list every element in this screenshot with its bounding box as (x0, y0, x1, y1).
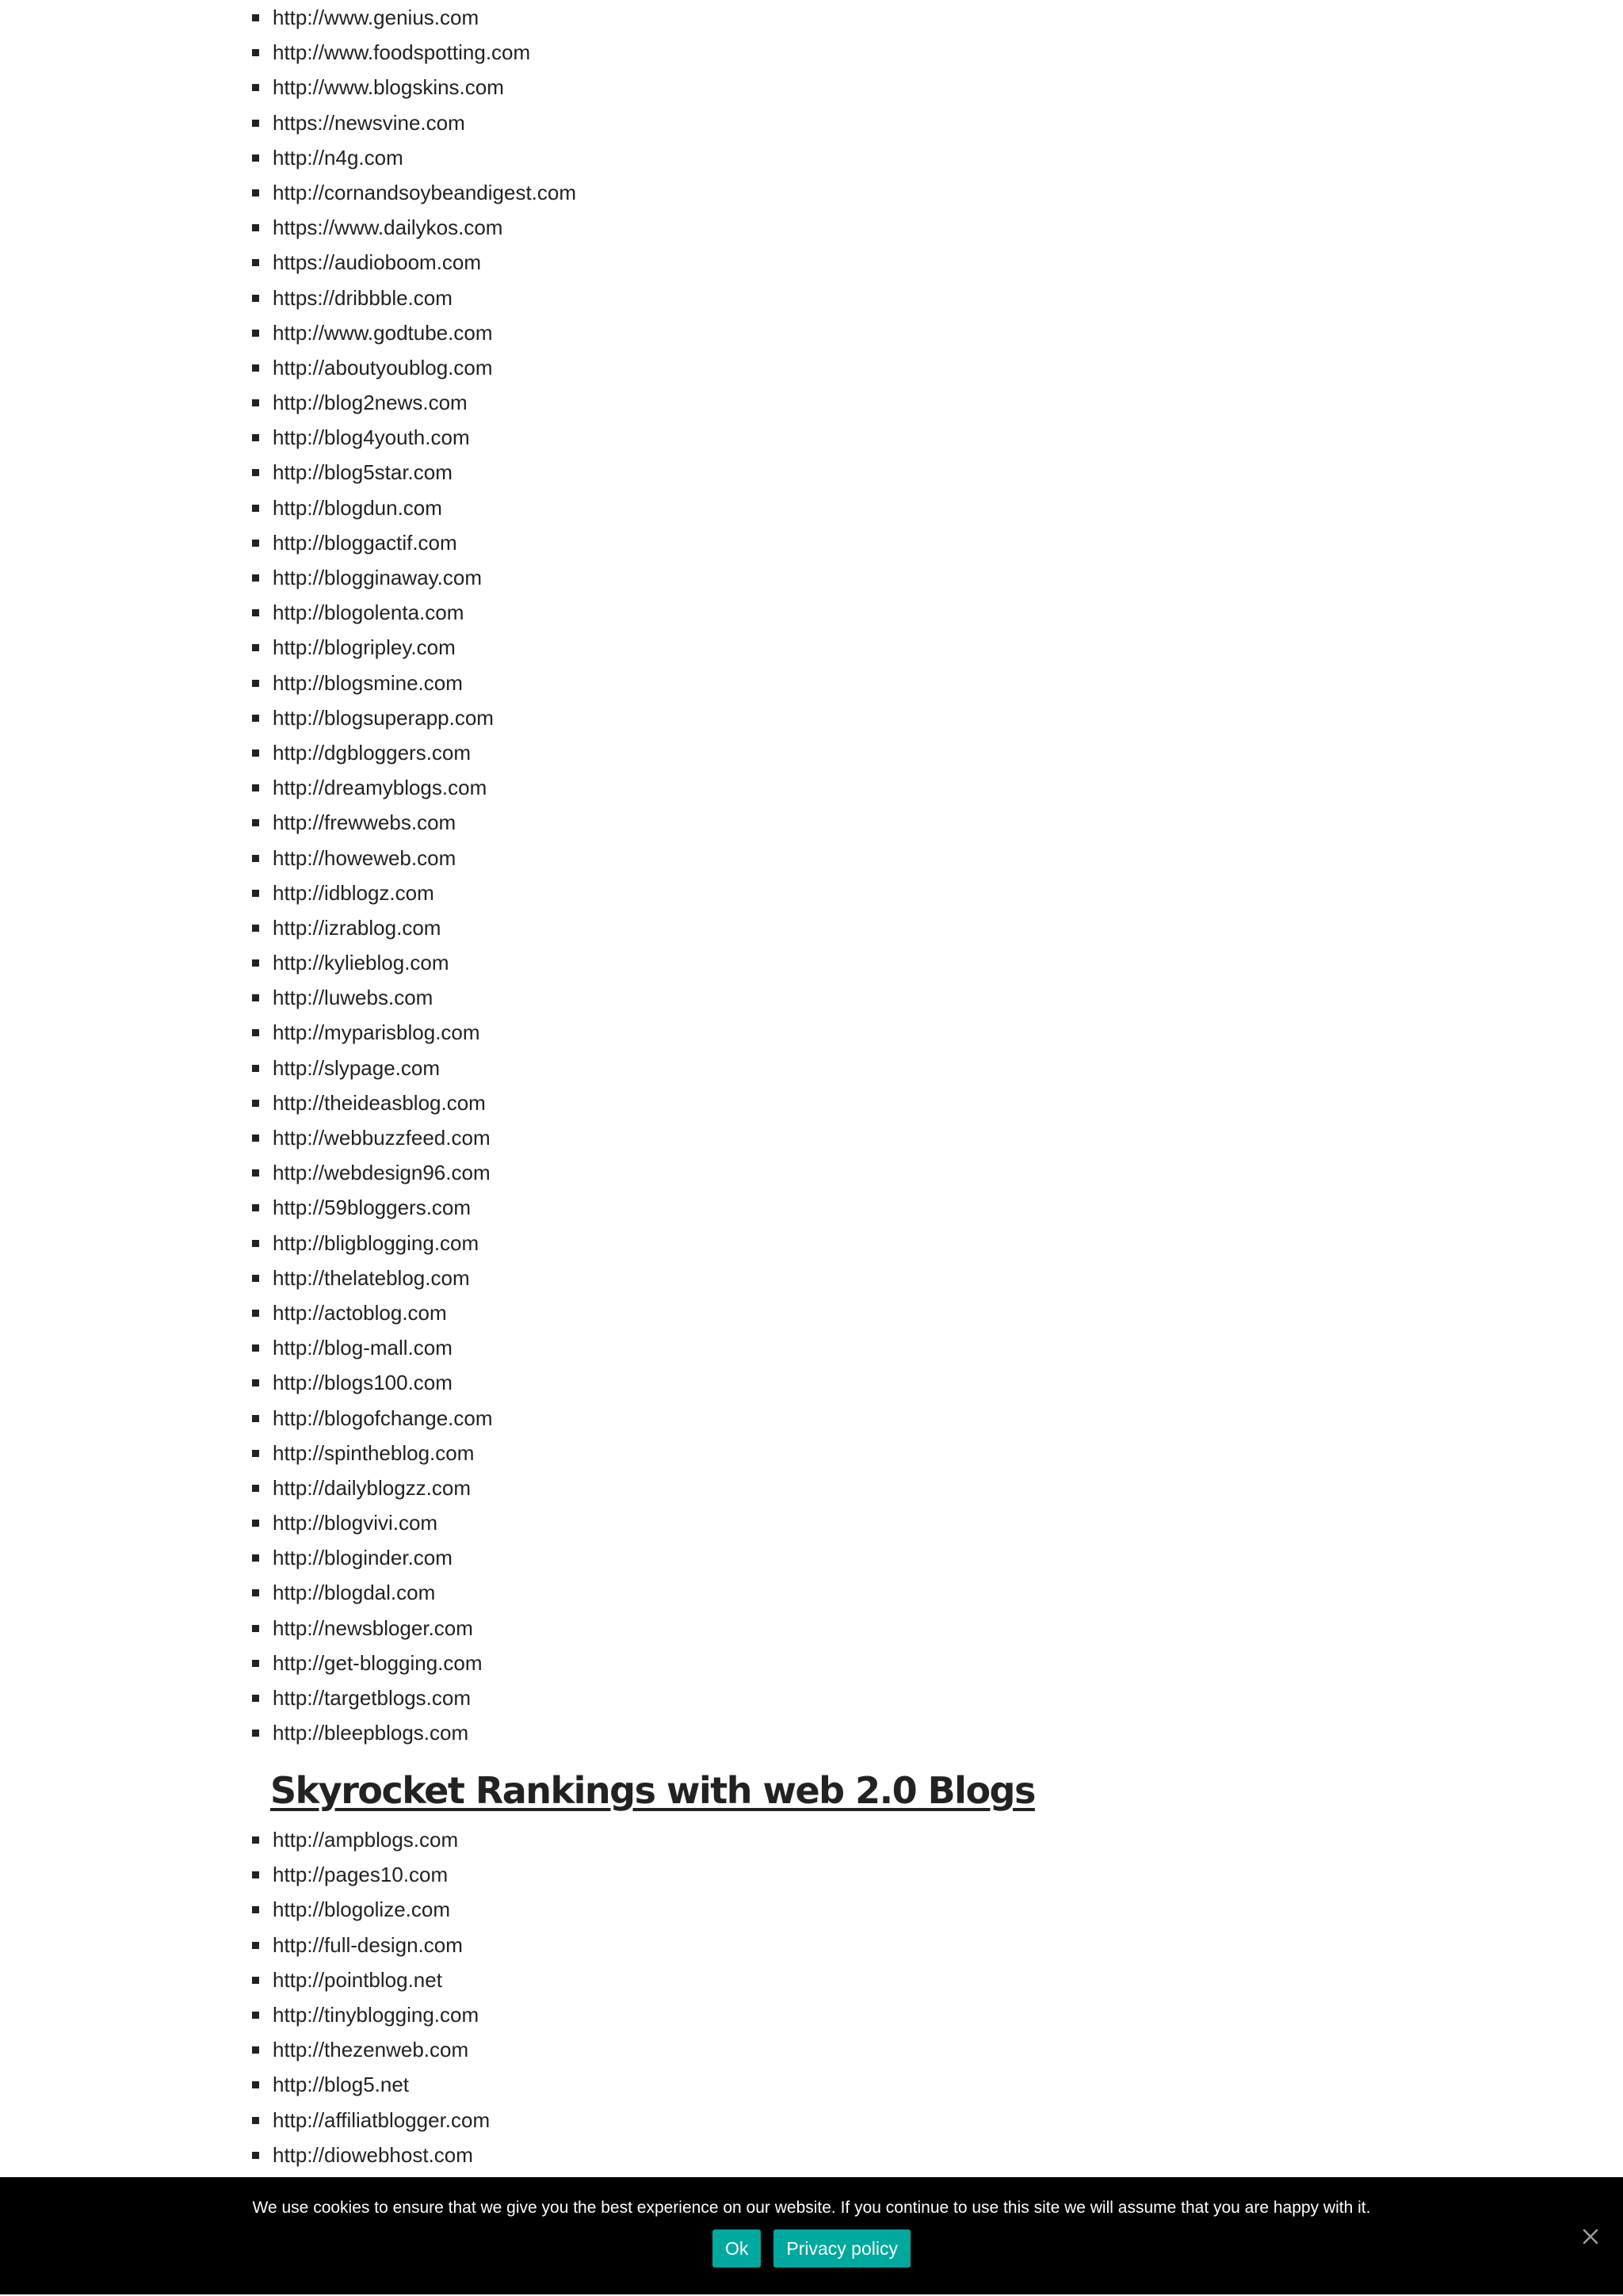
section-heading: Skyrocket Rankings with web 2.0 Blogs (270, 1769, 1035, 1812)
link-url[interactable]: http://luwebs.com (273, 986, 433, 1010)
link-url[interactable]: http://actoblog.com (273, 1300, 447, 1325)
list-item (249, 1540, 576, 1575)
square-bullet-icon (252, 2012, 259, 2019)
link-url[interactable]: http://ampblogs.com (273, 1828, 459, 1852)
list-item (249, 1226, 576, 1261)
square-bullet-icon (252, 749, 259, 757)
link-url[interactable]: http://kylieblog.com (273, 951, 449, 975)
link-url[interactable]: http://spintheblog.com (273, 1440, 475, 1465)
list-item (249, 980, 576, 1015)
square-bullet-icon (252, 784, 259, 791)
list-item (249, 1155, 576, 1190)
list-item (249, 875, 576, 910)
square-bullet-icon (252, 2046, 259, 2054)
close-icon[interactable] (1579, 2225, 1602, 2248)
link-url[interactable]: http://blogsmine.com (273, 670, 463, 695)
square-bullet-icon (252, 644, 259, 651)
square-bullet-icon (252, 1310, 259, 1317)
square-bullet-icon (252, 1485, 259, 1492)
list-item (249, 1997, 490, 2032)
square-bullet-icon (252, 154, 259, 162)
square-bullet-icon (252, 855, 259, 862)
square-bullet-icon (252, 1730, 259, 1737)
link-url[interactable]: https://newsvine.com (273, 110, 465, 135)
square-bullet-icon (252, 2117, 259, 2124)
list-item (249, 2032, 490, 2067)
list-item (249, 1611, 576, 1646)
list-item (249, 35, 576, 70)
list-item (249, 770, 576, 805)
list-item (249, 1892, 490, 1927)
list-item (249, 910, 576, 945)
list-item (249, 666, 576, 700)
list-item (249, 315, 576, 350)
link-url[interactable]: http://thezenweb.com (273, 2038, 469, 2062)
square-bullet-icon (252, 2152, 259, 2159)
link-url[interactable]: http://blogolenta.com (273, 601, 464, 625)
list-item (249, 700, 576, 735)
list-item (249, 735, 576, 770)
list-item (249, 1401, 576, 1436)
link-url[interactable]: http://www.foodspotting.com (273, 40, 531, 65)
link-url[interactable]: http://howeweb.com (273, 845, 456, 870)
square-bullet-icon (252, 1836, 259, 1844)
square-bullet-icon (252, 609, 259, 616)
square-bullet-icon (252, 1344, 259, 1352)
square-bullet-icon (252, 1100, 259, 1107)
link-url[interactable]: http://blog5star.com (273, 460, 453, 485)
link-url[interactable]: http://slypage.com (273, 1055, 440, 1080)
list-item (249, 350, 576, 385)
link-url[interactable]: https://audioboom.com (273, 250, 482, 275)
link-url[interactable]: https://dribbble.com (273, 285, 453, 310)
link-url[interactable]: http://blogginaway.com (273, 566, 482, 589)
square-bullet-icon (252, 84, 259, 91)
link-url[interactable]: http://blogvivi.com (273, 1511, 438, 1535)
square-bullet-icon (252, 959, 259, 967)
link-url[interactable]: http://affiliatblogger.com (273, 2107, 491, 2132)
link-url[interactable]: http://cornandsoybeandigest.com (273, 180, 577, 204)
link-url[interactable]: http://dailyblogzz.com (273, 1475, 472, 1500)
link-url[interactable]: http://bloginder.com (273, 1546, 453, 1570)
link-url[interactable]: http://izrablog.com (273, 915, 441, 940)
link-url[interactable]: http://www.godtube.com (273, 320, 493, 345)
link-url[interactable]: http://theideasblog.com (273, 1090, 486, 1115)
square-bullet-icon (252, 1589, 259, 1596)
link-url[interactable]: http://tinyblogging.com (273, 2002, 479, 2027)
square-bullet-icon (252, 1660, 259, 1667)
square-bullet-icon (252, 819, 259, 826)
link-url[interactable]: http://blogs100.com (273, 1371, 453, 1395)
square-bullet-icon (252, 1135, 259, 1142)
link-url[interactable]: http://n4g.com (273, 145, 403, 170)
list-item (249, 1680, 576, 1715)
list-item (249, 525, 576, 560)
square-bullet-icon (252, 1169, 259, 1177)
list-item (249, 1330, 576, 1365)
list-item (249, 1365, 576, 1400)
square-bullet-icon (252, 434, 259, 441)
list-item (249, 1857, 490, 1892)
list-item (249, 105, 576, 140)
square-bullet-icon (252, 364, 259, 372)
square-bullet-icon (252, 1379, 259, 1386)
link-url[interactable]: http://frewwebs.com (273, 810, 456, 835)
list-item (249, 1190, 576, 1225)
link-url[interactable]: http://blogripley.com (273, 635, 456, 660)
list-item (249, 1575, 576, 1610)
square-bullet-icon (252, 120, 259, 127)
square-bullet-icon (252, 994, 259, 1001)
list-item (249, 1962, 490, 1997)
list-item (249, 1505, 576, 1540)
list-item (249, 945, 576, 980)
list-item (249, 1646, 576, 1680)
cookie-notice-message: We use cookies to ensure that we give you the best experience on our website. If you continue to use this site we will assume that you are happy with it. (252, 2199, 1371, 2217)
list-item (249, 2067, 490, 2102)
link-url[interactable]: http://idblogz.com (273, 880, 434, 905)
link-url[interactable]: http://aboutyoublog.com (273, 355, 493, 379)
square-bullet-icon (252, 189, 259, 196)
list-item (249, 210, 576, 245)
square-bullet-icon (252, 399, 259, 406)
cookie-notice-buttons (0, 2229, 1623, 2267)
square-bullet-icon (252, 1695, 259, 1702)
square-bullet-icon (252, 925, 259, 932)
list-item (249, 490, 576, 525)
square-bullet-icon (252, 224, 259, 231)
list-item (249, 70, 576, 105)
list-item (249, 841, 576, 875)
link-url[interactable]: http://thelateblog.com (273, 1265, 470, 1290)
list-item (249, 1261, 576, 1295)
square-bullet-icon (252, 680, 259, 687)
square-bullet-icon (252, 1204, 259, 1211)
link-url[interactable]: http://webdesign96.com (273, 1161, 491, 1185)
square-bullet-icon (252, 890, 259, 897)
square-bullet-icon (252, 1871, 259, 1878)
link-url[interactable]: http://pointblog.net (273, 1967, 442, 1992)
link-url[interactable]: http://bleepblogs.com (273, 1721, 469, 1745)
link-url[interactable]: http://blogsuperapp.com (273, 705, 494, 730)
link-url[interactable]: http://bligblogging.com (273, 1230, 479, 1255)
list-item (249, 1120, 576, 1155)
square-bullet-icon (252, 1625, 259, 1632)
square-bullet-icon (252, 1415, 259, 1422)
list-item (249, 1715, 576, 1750)
link-url[interactable]: http://www.genius.com (273, 6, 479, 29)
link-list-web20 (249, 1822, 490, 2172)
link-url[interactable]: http://targetblogs.com (273, 1686, 472, 1710)
link-url[interactable]: http://diowebhost.com (273, 2142, 473, 2167)
list-item (249, 1470, 576, 1505)
list-item (249, 385, 576, 420)
list-item (249, 630, 576, 665)
list-item (249, 455, 576, 490)
list-item (249, 245, 576, 280)
list-item (249, 595, 576, 630)
square-bullet-icon (252, 295, 259, 302)
square-bullet-icon (252, 2081, 259, 2088)
list-item (249, 0, 576, 35)
list-item (249, 1015, 576, 1050)
list-item (249, 280, 576, 315)
list-item (249, 1051, 576, 1085)
link-url[interactable]: http://newsbloger.com (273, 1615, 473, 1640)
square-bullet-icon (252, 1240, 259, 1247)
link-list (249, 0, 576, 1750)
list-item (249, 805, 576, 840)
list-item (249, 1085, 576, 1120)
square-bullet-icon (252, 1554, 259, 1562)
square-bullet-icon (252, 574, 259, 582)
link-url[interactable]: http://full-design.com (273, 1932, 463, 1957)
link-url[interactable]: http://59bloggers.com (273, 1196, 472, 1220)
link-url[interactable]: http://blogdun.com (273, 495, 442, 520)
square-bullet-icon (252, 259, 259, 266)
link-url[interactable]: http://blogolize.com (273, 1897, 451, 1922)
link-url[interactable]: http://dgbloggers.com (273, 740, 472, 765)
link-url[interactable]: http://blog5.net (273, 2073, 410, 2097)
link-url[interactable]: http://myparisblog.com (273, 1020, 480, 1045)
square-bullet-icon (252, 330, 259, 337)
square-bullet-icon (252, 1977, 259, 1984)
link-url[interactable]: http://blog2news.com (273, 391, 468, 415)
link-url[interactable]: http://webbuzzfeed.com (273, 1126, 491, 1150)
square-bullet-icon (252, 505, 259, 512)
list-item (249, 1436, 576, 1470)
list-item (249, 560, 576, 595)
link-url[interactable]: http://bloggactif.com (273, 530, 457, 555)
square-bullet-icon (252, 1450, 259, 1457)
list-item (249, 1928, 490, 1962)
square-bullet-icon (252, 540, 259, 547)
link-url[interactable]: https://www.dailykos.com (273, 215, 503, 240)
square-bullet-icon (252, 1520, 259, 1527)
link-url[interactable]: http://get-blogging.com (273, 1650, 483, 1675)
link-url[interactable]: http://blog-mall.com (273, 1336, 453, 1360)
list-item (249, 175, 576, 210)
privacy-policy-button[interactable]: Privacy policy (773, 2229, 911, 2267)
link-url[interactable]: http://blogofchange.com (273, 1405, 493, 1430)
link-url[interactable]: http://www.blogskins.com (273, 75, 504, 100)
square-bullet-icon (252, 1029, 259, 1036)
list-item (249, 1822, 490, 1857)
list-item (249, 2138, 490, 2172)
list-item (249, 1295, 576, 1330)
cookie-notice-bar (0, 2177, 1623, 2294)
cookie-ok-button[interactable]: Ok (712, 2229, 761, 2267)
square-bullet-icon (252, 1942, 259, 1949)
square-bullet-icon (252, 49, 259, 56)
square-bullet-icon (252, 1906, 259, 1913)
link-url[interactable]: http://pages10.com (273, 1863, 449, 1887)
square-bullet-icon (252, 715, 259, 722)
square-bullet-icon (252, 1275, 259, 1282)
list-item (249, 140, 576, 175)
square-bullet-icon (252, 14, 259, 21)
square-bullet-icon (252, 1065, 259, 1072)
square-bullet-icon (252, 469, 259, 476)
link-url[interactable]: http://dreamyblogs.com (273, 776, 487, 800)
link-url[interactable]: http://blogdal.com (273, 1581, 436, 1605)
link-url[interactable]: http://blog4youth.com (273, 425, 470, 450)
list-item (249, 2103, 490, 2138)
list-item (249, 420, 576, 455)
